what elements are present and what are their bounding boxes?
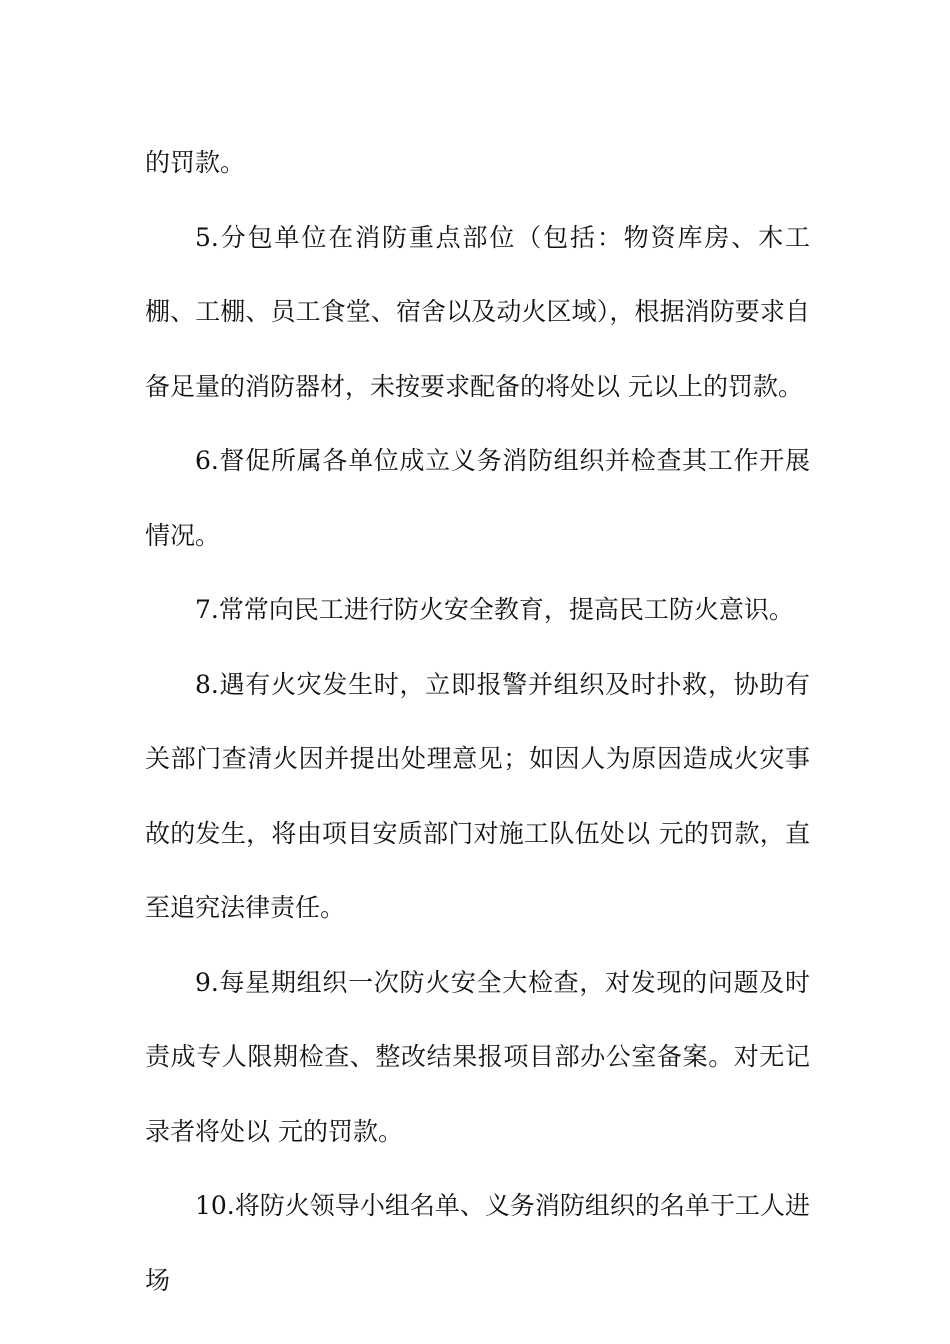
paragraph-item-5: 5.分包单位在消防重点部位（包括：物资库房、木工棚、工棚、员工食堂、宿舍以及动火区域），根据消防要求自备足量的消防器材，未按要求配备的将处以 元以上的罚款。 xyxy=(145,222,810,401)
document-body xyxy=(145,126,810,1318)
paragraph-item-10: 10.将防火领导小组名单、义务消防组织的名单于工人进场 xyxy=(145,1191,810,1295)
paragraph-continuation: 的罚款。 xyxy=(145,148,246,177)
paragraph-item-8: 8.遇有火灾发生时，立即报警并组织及时扑救，协助有关部门查清火因并提出处理意见；如因人为原因造成火灾事故的发生，将由项目安质部门对施工队伍处以 元的罚款，直至追究法律责任。 xyxy=(145,669,810,922)
paragraph-item-7: 7.常常向民工进行防火安全教育，提高民工防火意识。 xyxy=(195,595,794,624)
paragraph-item-6: 6.督促所属各单位成立义务消防组织并检查其工作开展情况。 xyxy=(145,446,810,550)
paragraph-item-9: 9.每星期组织一次防火安全大检查，对发现的问题及时责成专人限期检查、整改结果报项目部办公室备案。对无记录者将处以 元的罚款。 xyxy=(145,967,810,1146)
